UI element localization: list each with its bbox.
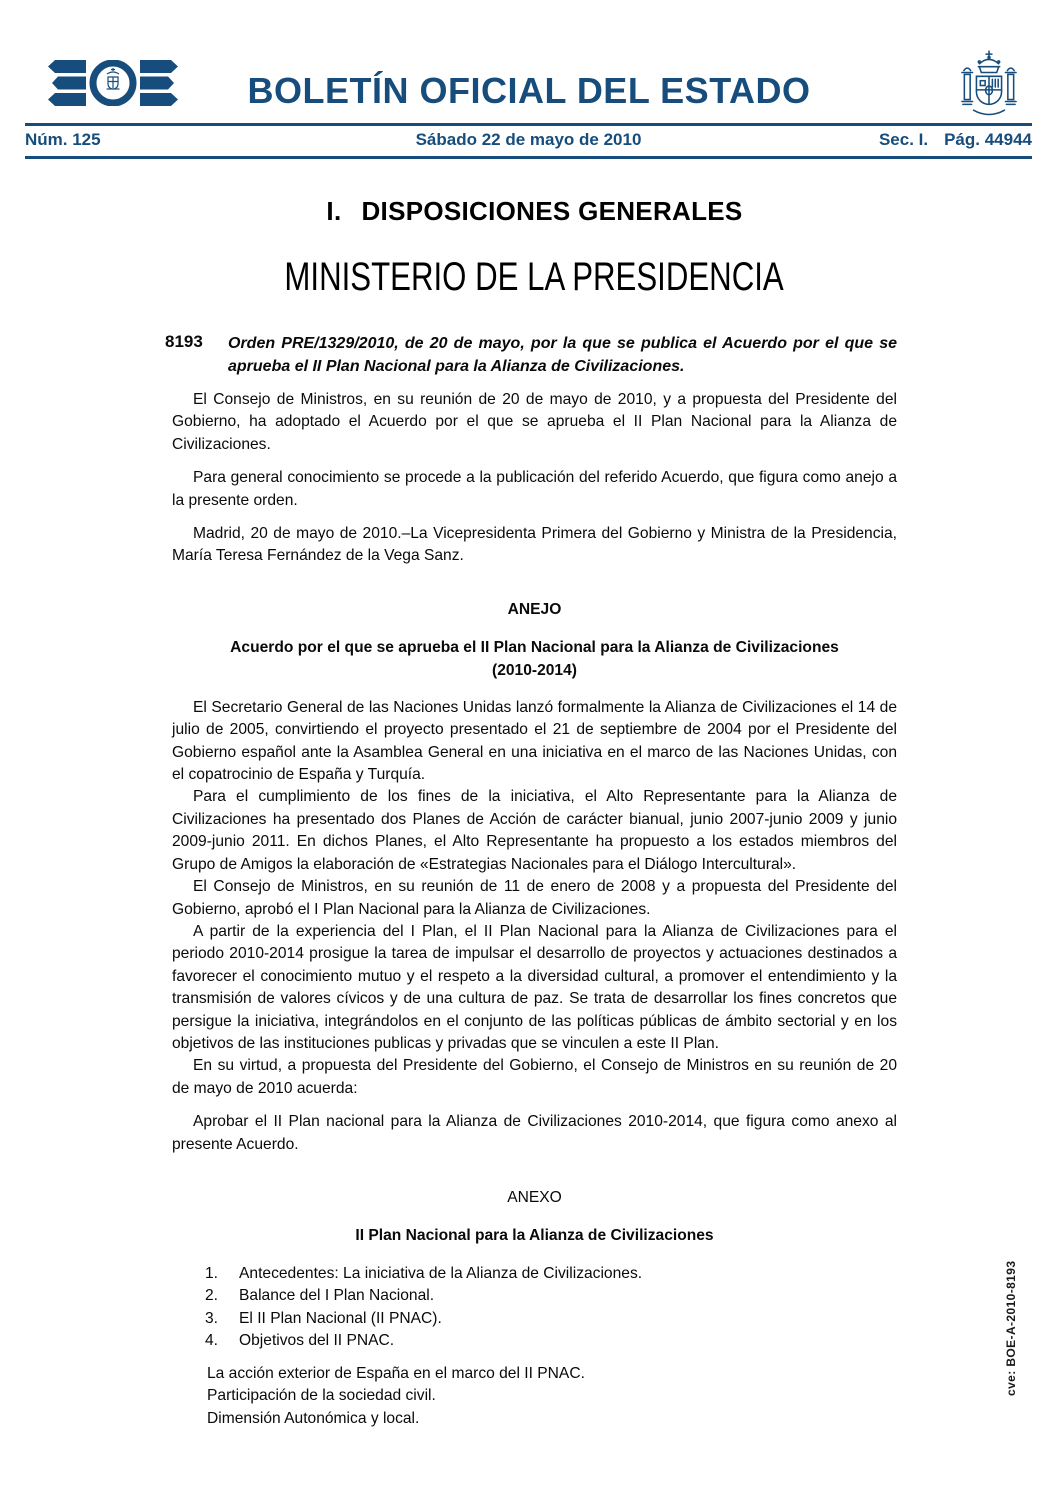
toc-item-text: Objetivos del II PNAC. xyxy=(239,1332,395,1350)
toc-item-text: El II Plan Nacional (II PNAC). xyxy=(239,1309,442,1327)
section-heading xyxy=(172,196,897,227)
order-paragraph: Madrid, 20 de mayo de 2010.–La Vicepresidenta Primera del Gobierno y Ministra de la Presidencia, María Teresa Fernández de la Vega Sanz. xyxy=(172,525,897,565)
toc-item xyxy=(172,1263,897,1286)
anejo-body xyxy=(172,697,897,1156)
section-title: DISPOSICIONES GENERALES xyxy=(361,196,743,226)
toc-item xyxy=(172,1285,897,1308)
anejo-heading-years: (2010-2014) xyxy=(492,661,577,679)
anexo-toc xyxy=(172,1263,897,1353)
cve-code: cve: BOE-A-2010-8193 xyxy=(1004,1260,1018,1396)
order-item-head xyxy=(165,332,897,378)
header-rule-top xyxy=(25,123,1032,126)
anejo-paragraph: Para el cumplimiento de los fines de la iniciativa, el Alto Representante para la Alianza de Civilizaciones ha presentado dos Planes de Acción de carácter bianual, junio 2007-junio 2009 y junio 2009-junio 2011. En dichos Planes, el Alto Representante ha propuesto a los estados miembros del Grupo de Amigos la elaboración de «Estrategias Nacionales para el Diálogo Intercultural». xyxy=(172,788,897,873)
toc-item xyxy=(172,1330,897,1353)
section-ref: Sec. I. xyxy=(878,130,929,149)
spain-coat-of-arms-icon xyxy=(960,48,1018,124)
toc-item-number: 4. xyxy=(205,1332,219,1350)
item-title: Orden PRE/1329/2010, de 20 de mayo, por la que se publica el Acuerdo por el que se aprueba el II Plan Nacional para la Alianza de Civilizaciones. xyxy=(228,335,897,375)
item-number: 8193 xyxy=(165,332,203,351)
order-paragraph: Para general conocimiento se procede a la publicación del referido Acuerdo, que figura como anejo a la presente orden. xyxy=(172,469,897,509)
issue-number: Núm. 125 xyxy=(25,130,101,149)
anejo-paragraph: A partir de la experiencia del I Plan, el II Plan Nacional para la Alianza de Civilizaciones para el periodo 2010-2014 prosigue la tarea de impulsar el desarrollo de proyectos y actuaciones destinados a favorecer el conocimiento mutuo y el respeto a la diversidad cultural, a promover el entendimiento y la transmisión de valores cívicos y de una cultura de paz. Se trata de desarrollar los fines concretos que persigue la iniciativa, integrándolos en el conjunto de las políticas públicas de ámbito sectorial y en los objetivos de las instituciones publicas y privadas que se vinculen a este II Plan. xyxy=(172,922,897,1052)
toc-item-number: 3. xyxy=(205,1309,219,1327)
toc-item-number: 2. xyxy=(205,1287,219,1305)
order-paragraph: El Consejo de Ministros, en su reunión de 20 de mayo de 2010, y a propuesta del Presidente del Gobierno, ha adoptado el Acuerdo por el que se aprueba el II Plan Nacional para la Alianza de Civilizaciones. xyxy=(172,391,897,453)
header-meta-row xyxy=(25,130,1032,150)
anejo-heading: Acuerdo por el que se aprueba el II Plan Nacional para la Alianza de Civilizaciones (2010-2014) xyxy=(172,636,897,682)
page-ref: Pág. 44944 xyxy=(944,130,1032,149)
ministry-heading: MINISTERIO DE LA PRESIDENCIA xyxy=(284,255,785,299)
header-rule-bottom xyxy=(25,156,1032,159)
document-body xyxy=(165,196,897,1430)
page-title: BOLETÍN OFICIAL DEL ESTADO xyxy=(247,70,811,111)
section-number: I. xyxy=(326,196,342,226)
anexo-extra-lines xyxy=(172,1363,897,1431)
toc-extra-line: Participación de la sociedad civil. xyxy=(207,1387,436,1405)
anejo-paragraph: El Consejo de Ministros, en su reunión de 11 de enero de 2008 y a propuesta del Presidente del Gobierno, aprobó el I Plan Nacional para la Alianza de Civilizaciones. xyxy=(172,878,897,918)
toc-item xyxy=(172,1308,897,1331)
toc-item-text: Antecedentes: La iniciativa de la Alianza de Civilizaciones. xyxy=(239,1264,643,1282)
agreement-paragraph: Aprobar el II Plan nacional para la Alianza de Civilizaciones 2010-2014, que figura como anexo al presente Acuerdo. xyxy=(172,1113,897,1153)
toc-extra-line: La acción exterior de España en el marco del II PNAC. xyxy=(207,1364,585,1382)
anexo-heading: II Plan Nacional para la Alianza de Civilizaciones xyxy=(355,1226,714,1244)
toc-item-number: 1. xyxy=(205,1264,219,1282)
toc-extra-line: Dimensión Autonómica y local. xyxy=(207,1409,420,1427)
toc-item-text: Balance del I Plan Nacional. xyxy=(239,1287,435,1305)
issue-date: Sábado 22 de mayo de 2010 xyxy=(415,130,642,149)
anejo-paragraph: El Secretario General de las Naciones Unidas lanzó formalmente la Alianza de Civilizaciones el 14 de julio de 2005, convirtiendo el proyecto presentado el 21 de septiembre de 2004 por el Presidente del Gobierno español ante la Asamblea General en una iniciativa en el marco de las Naciones Unidas, con el copatrocinio de España y Turquía. xyxy=(172,698,897,784)
anejo-paragraph: En su virtud, a propuesta del Presidente del Gobierno, el Consejo de Ministros en su reunión de 20 de mayo de 2010 acuerda: xyxy=(172,1057,897,1097)
anejo-label: ANEJO xyxy=(507,600,562,618)
anexo-label: ANEXO xyxy=(507,1188,562,1206)
